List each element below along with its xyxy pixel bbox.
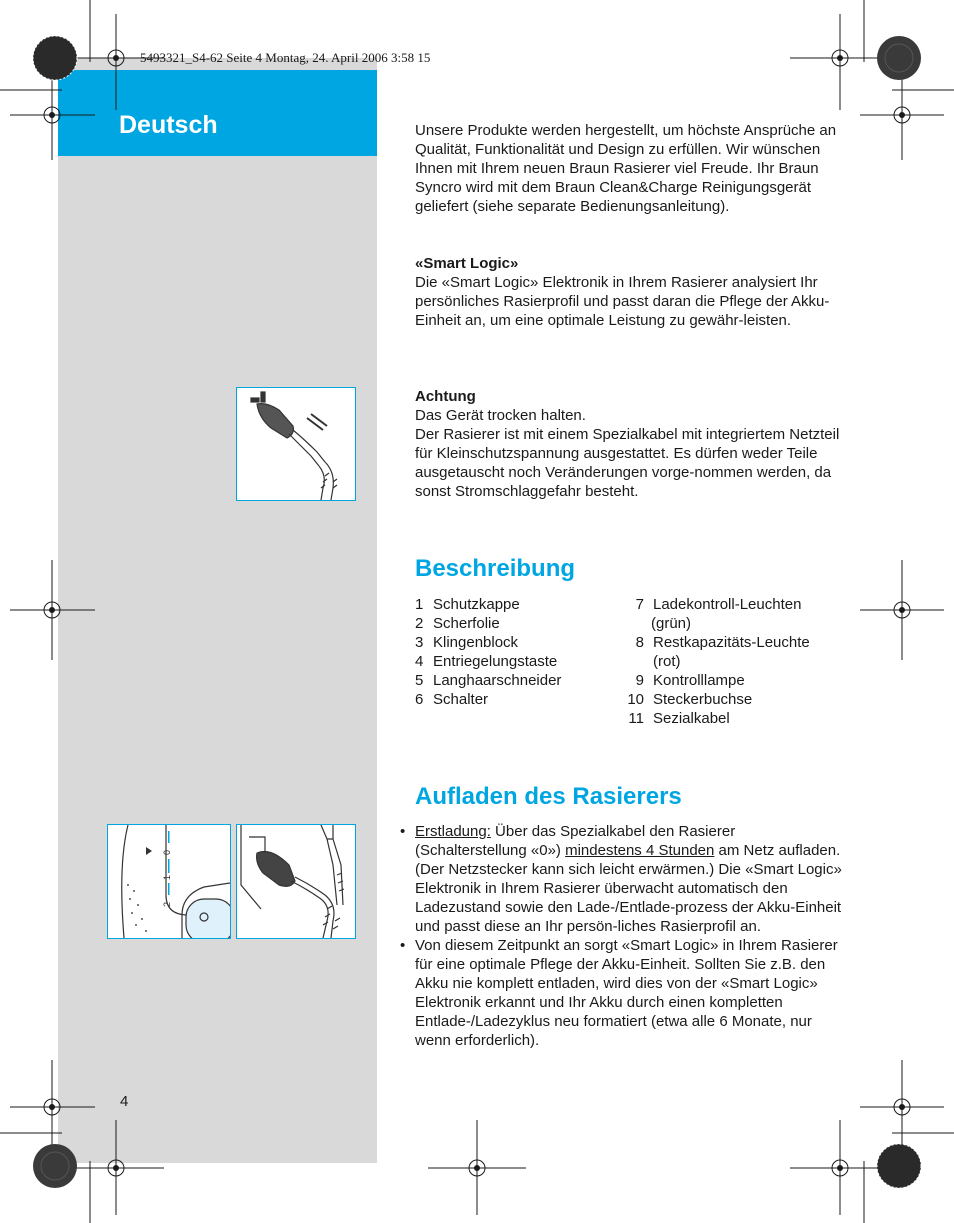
list-item: 5 Langhaarschneider [415, 672, 562, 689]
list-item: 7 Ladekontroll-Leuchten [635, 596, 802, 613]
bullet-icon: • [400, 937, 406, 954]
list-item: • Von diesem Zeitpunkt an sorgt «Smart Logic» in Ihrem Rasierer für eine optimale Pflege der Akku-Einheit. Sollten Sie z.B. den Akku nie komplett entladen, wird dies von der «Smart Logic» Elektronik erkannt und Ihr Akku durch einen kompletten Entlade-/Ladezyklus neu formatiert (etwa alle 6 Monate, nur wenn erforderlich). [400, 937, 838, 1049]
switch-position-0: 0 [162, 849, 172, 855]
caution-line1: Das Gerät trocken halten. [415, 407, 586, 424]
arrow-icon [146, 847, 152, 855]
list-item: 9 Kontrolllampe [635, 672, 745, 689]
page-number: 4 [120, 1093, 129, 1110]
print-slug: 5493321_S4-62 Seite 4 Montag, 24. April 2006 3:58 15 [140, 50, 431, 65]
description-heading: Beschreibung [415, 555, 576, 582]
charging-section [400, 822, 845, 1050]
parts-list-right [620, 595, 845, 728]
parts-list-left [415, 595, 615, 709]
list-item: 10 Steckerbuchse [627, 691, 753, 708]
list-item: • Erstladung: Über das Spezialkabel den Rasierer (Schalterstellung «0») mindestens 4 Stunden am Netz aufladen. (Der Netzstecker kann sich leicht erwärmen.) Die «Smart Logic» Elektronik in Ihrem Rasierer überwacht automatisch den Ladezustand sowie den Lade-/Entlade-prozess der Akku-Einheit und passt diese an Ihr persön-liches Rasierprofil an. [400, 823, 842, 935]
list-item: 4 Entriegelungstaste [415, 653, 558, 670]
list-item: 3 Klingenblock [415, 634, 519, 651]
socket-plug-figure [236, 824, 356, 939]
switch-position-1: 1 [162, 874, 172, 880]
caution-text: Der Rasierer ist mit einem Spezialkabel mit integriertem Netzteil für Kleinschutzspannung ausgestattet. Es dürfen weder Teile ausgetauscht noch Veränderungen vorge-nommen werden, da sonst Stromschlaggefahr besteht. [415, 426, 840, 500]
caution-heading: Achtung [415, 388, 476, 405]
language-title: Deutsch [119, 111, 218, 139]
caution-section [415, 387, 845, 501]
list-item: 6 Schalter [415, 691, 489, 708]
duration-emphasis: mindestens 4 Stunden [565, 842, 715, 859]
list-item: 1 Schutzkappe [415, 596, 520, 613]
cable-plug-illustration [237, 388, 355, 500]
charging-heading: Aufladen des Rasierers [415, 783, 682, 810]
intro-paragraph: Unsere Produkte werden hergestellt, um höchste Ansprüche an Qualität, Funktionalität und Design zu erfüllen. Wir wünschen Ihnen mit Ihrem neuen Braun Rasierer viel Freude. Ihr Braun Syncro wird mit dem Braun Clean&Charge Reinigungsgerät geliefert (siehe separate Bedienungsanleitung). [415, 122, 837, 215]
switch-position-2: 2 [162, 901, 172, 907]
socket-plug-illustration [237, 825, 355, 938]
first-charge-label: Erstladung: [415, 823, 491, 840]
bullet-icon: • [400, 823, 406, 840]
smart-logic-section [415, 254, 845, 330]
smart-logic-text: Die «Smart Logic» Elektronik in Ihrem Rasierer analysiert Ihr persönliches Rasierprofil und passt daran die Pflege der Akku-Einheit an, um eine optimale Leistung zu gewähr-leisten. [415, 274, 830, 329]
smart-logic-heading: «Smart Logic» [415, 255, 519, 272]
switch-illustration [108, 825, 230, 938]
list-item-continued: (rot) [653, 653, 681, 670]
list-item: 2 Scherfolie [415, 615, 500, 632]
switch-figure [107, 824, 231, 939]
cable-plug-figure [236, 387, 356, 501]
list-item: 11 Sezialkabel [628, 710, 730, 727]
list-item-continued: (grün) [651, 615, 692, 632]
list-item: 8 Restkapazitäts-Leuchte [635, 634, 810, 651]
